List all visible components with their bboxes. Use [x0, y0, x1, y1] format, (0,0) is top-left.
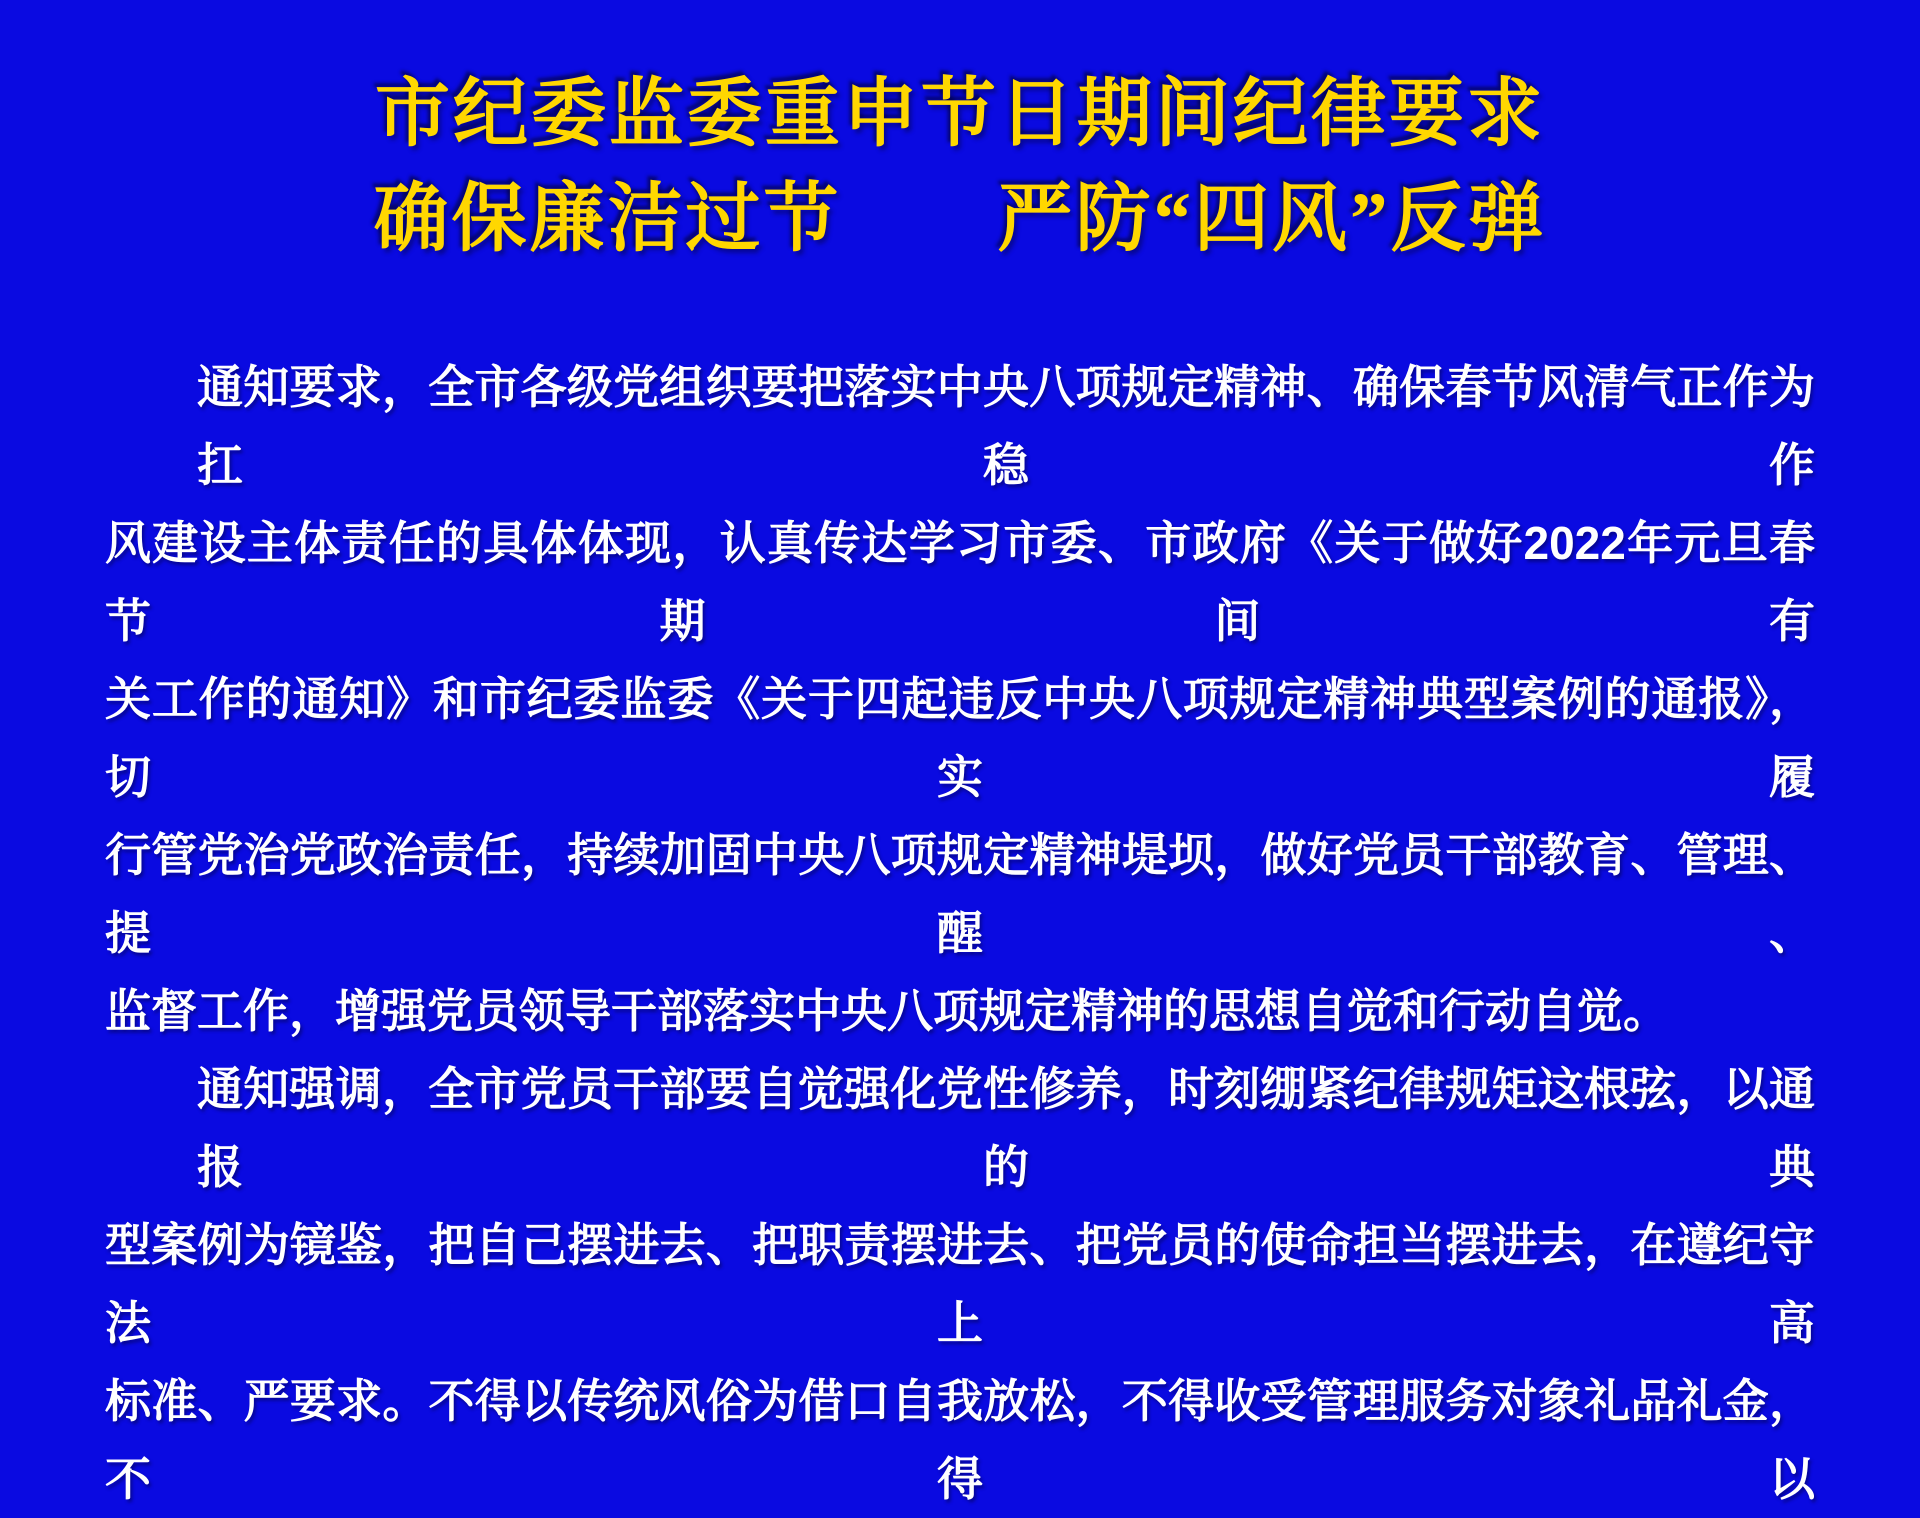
text-line: 通知强调，全市党员干部要自觉强化党性修养，时刻绷紧纪律规矩这根弦，以通报的典 [105, 1050, 1815, 1206]
paragraph-1 [105, 348, 1815, 1050]
title-line-2: 确保廉洁过节 严防“四风”反弹 [0, 167, 1920, 272]
text-line: 关工作的通知》和市纪委监委《关于四起违反中央八项规定精神典型案例的通报》，切实履 [105, 660, 1815, 816]
text-line: 行管党治党政治责任，持续加固中央八项规定精神堤坝，做好党员干部教育、管理、提醒、 [105, 816, 1815, 972]
title-line-1: 市纪委监委重申节日期间纪律要求 [0, 62, 1920, 167]
text-line: 型案例为镜鉴，把自己摆进去、把职责摆进去、把党员的使命担当摆进去，在遵纪守法上高 [105, 1206, 1815, 1362]
text-line: 通知要求，全市各级党组织要把落实中央八项规定精神、确保春节风清气正作为扛稳作 [105, 348, 1815, 504]
paragraph-2 [105, 1050, 1815, 1518]
text-line: 风建设主体责任的具体体现，认真传达学习市委、市政府《关于做好2022年元旦春节期间有 [105, 504, 1815, 660]
text-line: 标准、严要求。不得以传统风俗为借口自我放松，不得收受管理服务对象礼品礼金，不得以 [105, 1362, 1815, 1518]
body-text [105, 348, 1815, 1518]
text-line: 监督工作，增强党员领导干部落实中央八项规定精神的思想自觉和行动自觉。 [105, 972, 1815, 1050]
slide-title [0, 62, 1920, 272]
